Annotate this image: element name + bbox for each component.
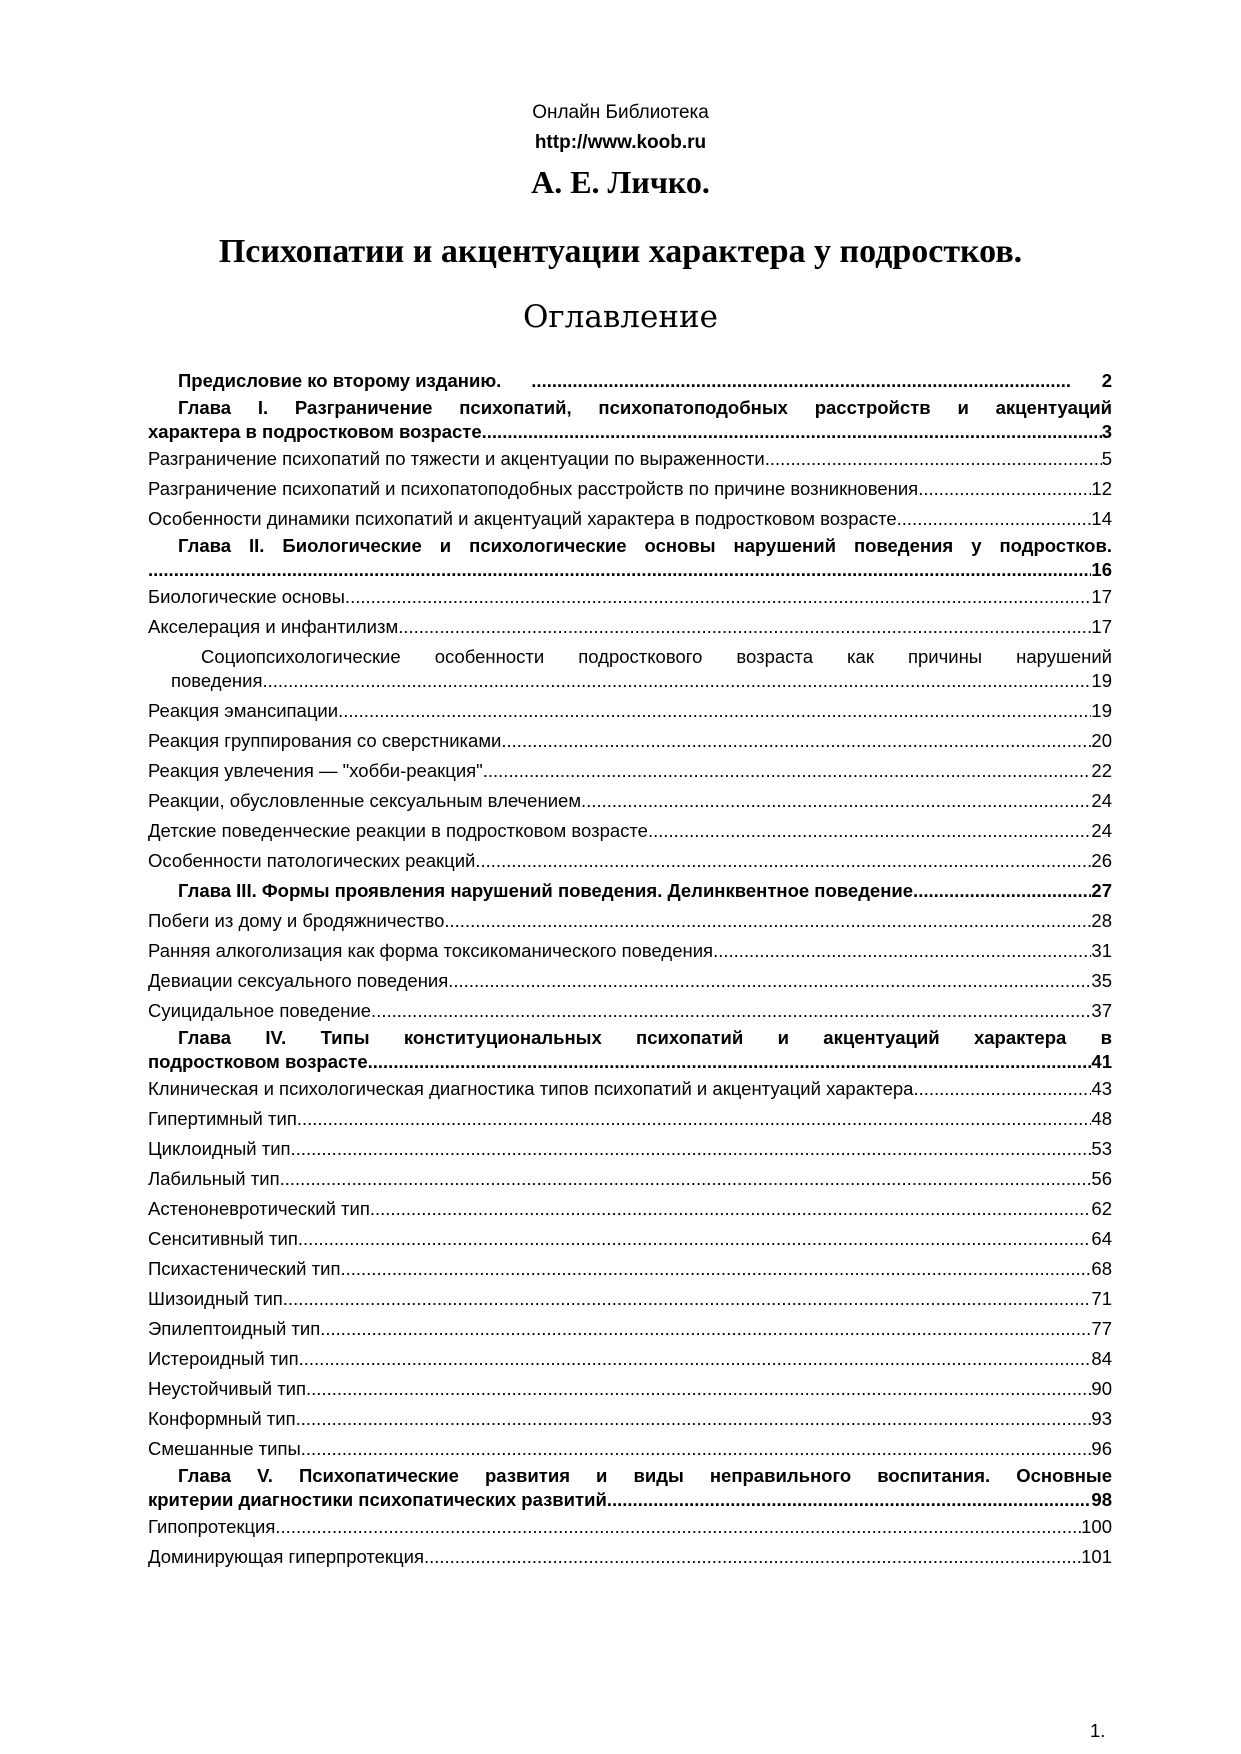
toc-page-number: 17 <box>1091 616 1112 637</box>
toc-page-number: 24 <box>1091 820 1112 841</box>
toc-page-number: 24 <box>1091 790 1112 811</box>
toc-entry[interactable] <box>148 1224 1112 1254</box>
dot-leader <box>311 1374 1091 1404</box>
toc-entry-title: Глава V. Психопатические развития и виды неправильного воспитания. Основные <box>178 1465 1112 1486</box>
dot-leader <box>375 1194 1091 1224</box>
dot-leader <box>918 876 1091 906</box>
toc-heading: Оглавление <box>523 299 718 335</box>
toc-page-number: 2 <box>1101 370 1112 391</box>
toc-entry-title: Неустойчивый тип. <box>148 1378 312 1399</box>
toc-page-number: 48 <box>1091 1108 1112 1129</box>
toc-page-number: 22 <box>1091 760 1112 781</box>
toc-entry-title: Истероидный тип <box>148 1348 299 1369</box>
library-name: Онлайн Библиотека <box>532 102 709 123</box>
dot-leader <box>283 1284 1092 1314</box>
toc-page-number: 19 <box>1091 670 1112 691</box>
page-number: 1. <box>1090 1720 1106 1741</box>
toc-page-number: 101 <box>1081 1546 1112 1567</box>
toc-page-number: 26 <box>1091 850 1112 871</box>
toc-page-number: 43 <box>1091 1078 1112 1099</box>
toc-entry-title: Глава IV. Типы конституциональных психопатий и акцентуаций характера в <box>178 1027 1112 1048</box>
dot-leader <box>403 612 1091 642</box>
dot-leader <box>297 1104 1092 1134</box>
toc-entry-title: Лабильный тип. <box>148 1168 285 1189</box>
toc-page-number: 77 <box>1091 1318 1112 1339</box>
dot-leader <box>373 1050 1092 1074</box>
toc-entry-title: Астеноневротический тип. <box>148 1198 376 1219</box>
dot-leader <box>299 1344 1092 1374</box>
toc-entry[interactable] <box>148 1404 1112 1434</box>
toc-page-number: 93 <box>1091 1408 1112 1429</box>
toc-page-number: 12 <box>1091 478 1112 499</box>
toc-entry-title: Побеги из дому и бродяжничество. <box>148 910 450 931</box>
toc-entry-title: Сенситивный тип. <box>148 1228 304 1249</box>
toc-entry[interactable] <box>148 1542 1112 1572</box>
toc-entry-title: Реакция увлечения — "хобби-реакция" <box>148 760 483 781</box>
toc-entry[interactable] <box>148 1074 1112 1104</box>
dot-leader <box>450 906 1092 936</box>
toc-entry-title: Гипертимный тип <box>148 1108 297 1129</box>
dot-leader <box>507 726 1092 756</box>
dot-leader <box>303 1224 1091 1254</box>
toc-entry-title: Глава I. Разграничение психопатий, психопатоподобных расстройств и акцентуаций <box>178 397 1112 418</box>
dot-leader <box>586 786 1091 816</box>
toc-entry[interactable] <box>148 1314 1112 1344</box>
toc-page-number: 37 <box>1091 1000 1112 1021</box>
dot-leader <box>340 1254 1091 1284</box>
toc-entry[interactable] <box>148 444 1112 474</box>
toc-page-number: 5 <box>1101 448 1112 469</box>
toc-entry[interactable] <box>148 1284 1112 1314</box>
toc-entry-title: Эпилептоидный тип <box>148 1318 321 1339</box>
toc-entry-title: Суицидальное поведение. <box>148 1000 377 1021</box>
dot-leader <box>285 1164 1092 1194</box>
dot-leader <box>713 936 1091 966</box>
toc-page-number: 16 <box>1091 559 1112 580</box>
library-url[interactable]: http://www.koob.ru <box>534 132 707 153</box>
toc-entry-title: Особенности динамики психопатий и акцентуаций характера в подростковом возрасте. <box>148 508 902 529</box>
toc-entry-chapter-2[interactable] <box>148 534 1112 582</box>
toc-entry[interactable] <box>148 936 1112 966</box>
toc-page-number: 90 <box>1091 1378 1112 1399</box>
toc-page-number: 31 <box>1091 940 1112 961</box>
dot-leader <box>612 1488 1091 1512</box>
toc-entry-title: Реакция эмансипации. <box>148 700 344 721</box>
toc-entry[interactable] <box>148 846 1112 876</box>
dot-leader <box>453 966 1091 996</box>
toc-entry-chapter-3[interactable] <box>148 876 1112 906</box>
dot-leader <box>275 1512 1081 1542</box>
dot-leader <box>770 444 1102 474</box>
toc-entry-title: Разграничение психопатий по тяжести и акцентуации по выраженности. <box>148 448 770 469</box>
toc-entry-chapter-1[interactable] <box>148 396 1112 444</box>
toc-entry[interactable] <box>148 1164 1112 1194</box>
toc-page-number: 17 <box>1091 586 1112 607</box>
toc-entry-title: Разграничение психопатий и психопатоподобных расстройств по причине возникновения. <box>148 478 924 499</box>
toc-entry[interactable] <box>148 582 1112 612</box>
toc-entry-title: Смешанные типы. <box>148 1438 306 1459</box>
toc-entry-title: Биологические основы. <box>148 586 351 607</box>
dot-leader <box>376 996 1091 1026</box>
toc-entry-title: Циклоидный тип. <box>148 1138 296 1159</box>
toc-entry[interactable] <box>148 786 1112 816</box>
toc-entry[interactable] <box>148 1194 1112 1224</box>
dot-leader <box>306 1434 1092 1464</box>
toc-entry[interactable] <box>148 726 1112 756</box>
toc-entry[interactable] <box>148 816 1112 846</box>
dot-leader <box>648 816 1091 846</box>
toc-page-number: 100 <box>1081 1516 1112 1537</box>
dot-leader <box>483 756 1092 786</box>
toc-entry[interactable] <box>148 1134 1112 1164</box>
toc-entry-preface[interactable] <box>148 366 1112 396</box>
toc-page-number: 53 <box>1091 1138 1112 1159</box>
toc-entry-title: Акселерация и инфантилизм. <box>148 616 404 637</box>
toc-entry-title: Ранняя алкоголизация как форма токсикоманического поведения <box>148 940 714 961</box>
toc-entry-title: Доминирующая гиперпротекция. <box>148 1546 430 1567</box>
toc-entry[interactable] <box>148 1434 1112 1464</box>
dot-leader <box>429 1542 1081 1572</box>
toc-page-number: 98 <box>1091 1489 1112 1510</box>
toc-entry-title: Социопсихологические особенности подросткового возраста как причины нарушений <box>201 646 1112 667</box>
dot-leader <box>262 669 1091 693</box>
toc-entry-title: Гипопротекция <box>148 1516 276 1537</box>
toc-page-number: 96 <box>1091 1438 1112 1459</box>
toc-entry-title-cont: подростковом возрасте. <box>148 1051 373 1072</box>
toc-page-number: 62 <box>1091 1198 1112 1219</box>
dot-leader <box>343 696 1091 726</box>
toc-page-number: 71 <box>1091 1288 1112 1309</box>
dot-leader <box>501 366 1071 396</box>
toc-page-number: 56 <box>1091 1168 1112 1189</box>
dot-leader <box>481 846 1092 876</box>
toc-entry[interactable] <box>148 1374 1112 1404</box>
dot-leader <box>296 1134 1092 1164</box>
toc-entry-title: Глава II. Биологические и психологические основы нарушений поведения у подростков. <box>178 535 1112 556</box>
toc-entry-title: Предисловие ко второму изданию. <box>178 370 502 391</box>
dot-leader <box>320 1314 1091 1344</box>
toc-page-number: 64 <box>1091 1228 1112 1249</box>
dot-leader <box>923 474 1091 504</box>
toc-entry[interactable] <box>148 1344 1112 1374</box>
toc-page-number: 84 <box>1091 1348 1112 1369</box>
toc-page-number: 68 <box>1091 1258 1112 1279</box>
toc-entry[interactable] <box>148 906 1112 936</box>
dot-leader <box>487 420 1102 444</box>
toc-entry-title-cont: критерии диагностики психопатических развитий. <box>148 1489 612 1510</box>
toc-entry-title-cont: поведения <box>171 670 263 691</box>
toc-entry-title: Детские поведенческие реакции в подростковом возрасте <box>148 820 648 841</box>
toc-page-number: 20 <box>1091 730 1112 751</box>
toc-entry[interactable] <box>148 1104 1112 1134</box>
dot-leader <box>148 558 1091 582</box>
toc-entry-title: Девиации сексуального поведения. <box>148 970 454 991</box>
toc-entry-title: Клиническая и психологическая диагностика типов психопатий и акцентуаций характера. <box>148 1078 919 1099</box>
toc-page-number: 41 <box>1091 1051 1112 1072</box>
toc-entry-title: Реакции, обусловленные сексуальным влечением. <box>148 790 587 811</box>
toc-entry-title: Шизоидный тип <box>148 1288 283 1309</box>
dot-leader <box>902 504 1092 534</box>
toc-page-number: 28 <box>1091 910 1112 931</box>
toc-entry-chapter-4[interactable] <box>148 1026 1112 1074</box>
dot-leader <box>350 582 1091 612</box>
author-name: А. Е. Личко. <box>531 164 710 200</box>
toc-page-number: 27 <box>1091 880 1112 901</box>
toc-entry[interactable] <box>148 756 1112 786</box>
book-title: Психопатии и акцентуации характера у подростков. <box>218 233 1023 270</box>
toc-entry[interactable] <box>148 966 1112 996</box>
toc-entry-title: Конформный тип. <box>148 1408 301 1429</box>
toc-page-number: 14 <box>1091 508 1112 529</box>
toc-entry-title: Реакция группирования со сверстниками. <box>148 730 507 751</box>
toc-entry[interactable] <box>148 696 1112 726</box>
dot-leader <box>919 1074 1092 1104</box>
toc-entry[interactable] <box>148 1512 1112 1542</box>
toc-entry-title: Глава III. Формы проявления нарушений поведения. Делинквентное поведение. <box>178 880 919 901</box>
toc-entry[interactable] <box>148 612 1112 642</box>
toc-entry[interactable] <box>148 474 1112 504</box>
toc-page-number: 3 <box>1101 421 1112 442</box>
toc-page-number: 19 <box>1091 700 1112 721</box>
toc-entry[interactable] <box>148 996 1112 1026</box>
toc-entry[interactable] <box>148 645 1112 693</box>
table-of-contents <box>148 366 1112 1572</box>
dot-leader <box>301 1404 1092 1434</box>
toc-entry-title-cont: характера в подростковом возрасте. <box>148 421 487 442</box>
toc-entry[interactable] <box>148 504 1112 534</box>
toc-entry-title: Особенности патологических реакций. <box>148 850 481 871</box>
toc-page-number: 35 <box>1091 970 1112 991</box>
toc-entry[interactable] <box>148 1254 1112 1284</box>
toc-entry-title: Психастенический тип <box>148 1258 341 1279</box>
toc-entry-chapter-5[interactable] <box>148 1464 1112 1512</box>
